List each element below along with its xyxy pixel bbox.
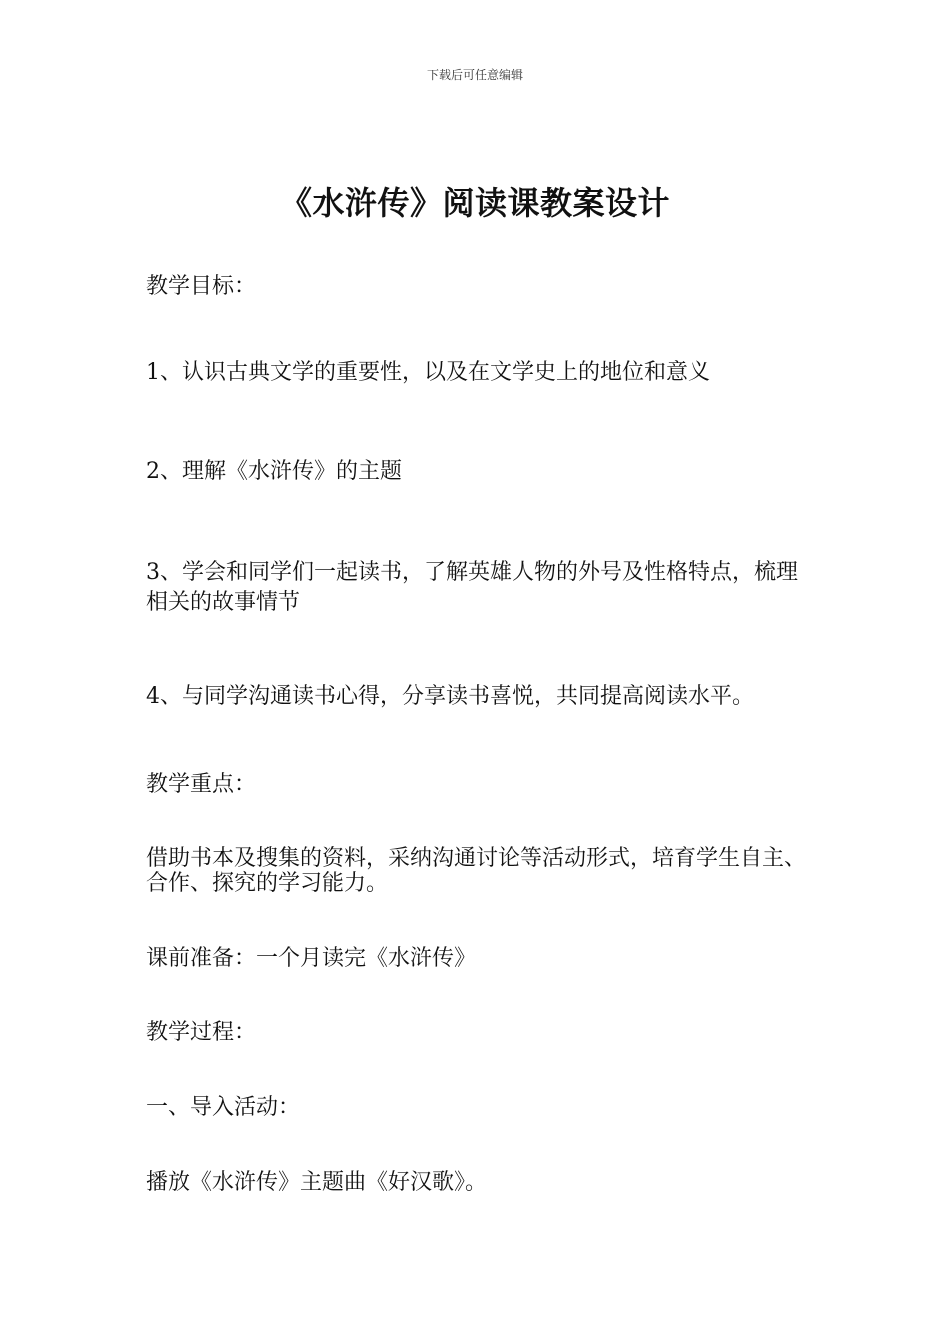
objective-item-1: 1、认识古典文学的重要性，以及在文学史上的地位和意义 [146,360,710,385]
document-title: 《水浒传》阅读课教案设计 [279,184,670,222]
step-1-body: 播放《水浒传》主题曲《好汉歌》。 [146,1170,488,1195]
step-1-heading: 一、导入活动： [146,1095,301,1120]
key-points-body: 借助书本及搜集的资料，采纳沟通讨论等活动形式，培育学生自主、合作、探究的学习能力。 [146,846,807,896]
page-header-note: 下载后可任意编辑 [426,68,523,82]
objectives-heading: 教学目标： [146,274,257,299]
key-points-heading: 教学重点： [146,772,257,797]
preparation-line: 课前准备：一个月读完《水浒传》 [146,946,477,971]
objective-item-4: 4、与同学沟通读书心得，分享读书喜悦，共同提高阅读水平。 [146,684,754,709]
objective-item-3: 3、学会和同学们一起读书，了解英雄人物的外号及性格特点，梳理相关的故事情节 [146,560,798,615]
process-heading: 教学过程： [146,1020,257,1045]
objective-item-2: 2、理解《水浒传》的主题 [146,459,402,484]
